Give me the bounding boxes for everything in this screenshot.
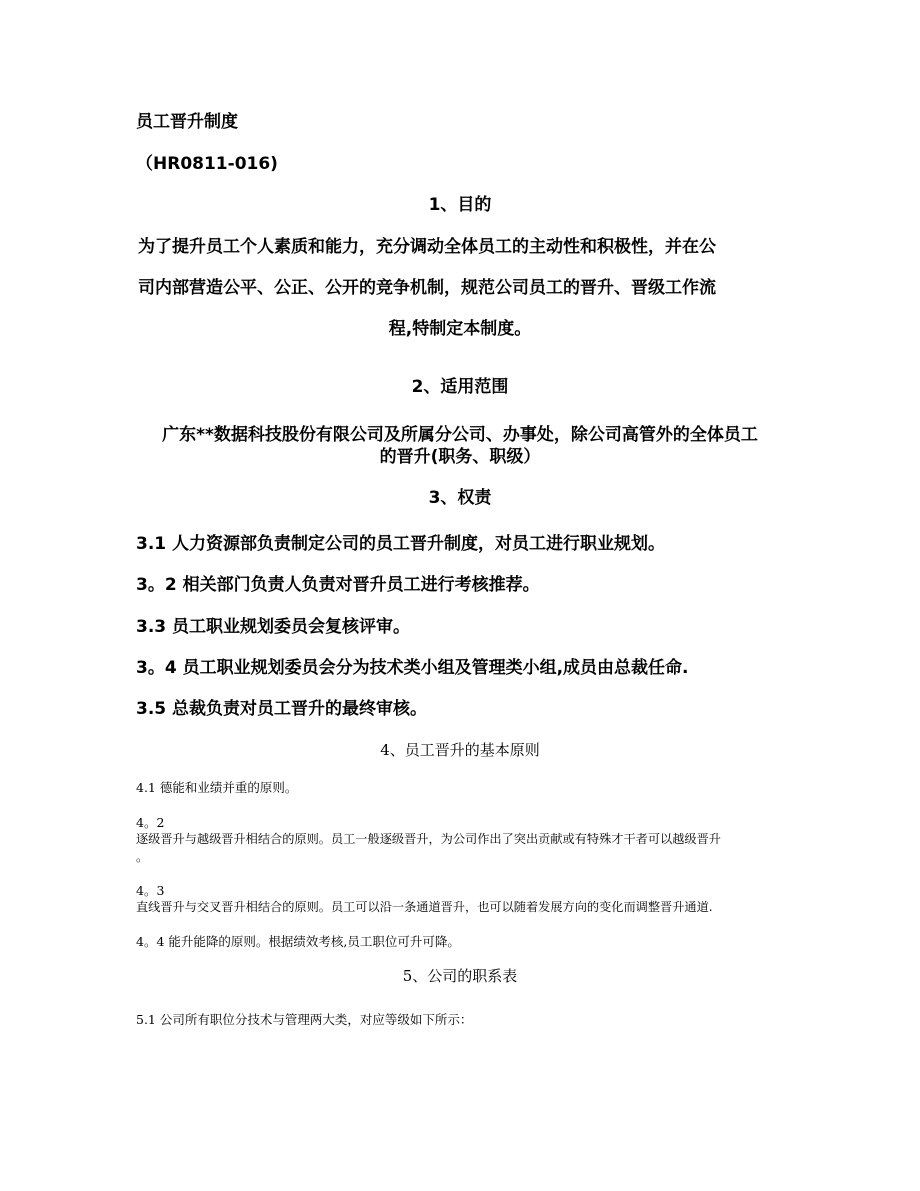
section-4-principle-2-text: 逐级晋升与越级晋升相结合的原则。员工一般逐级晋升，为公司作出了突出贡献或有特殊才干者可以越级晋升 — [136, 832, 721, 846]
section-5-paragraph-1: 5.1 公司所有职位分技术与管理两大类，对应等级如下所示： — [136, 1012, 473, 1027]
document-code: （HR0811-016) — [136, 154, 278, 174]
section-3-item: 3.1 人力资源部负责制定公司的员工晋升制度，对员工进行职业规划。 — [136, 534, 666, 554]
section-1-paragraph-line-1: 为了提升员工个人素质和能力，充分调动全体员工的主动性和积极性，并在公 — [138, 237, 716, 257]
section-4-principle-2-tail: 。 — [136, 849, 149, 864]
section-3-item: 3。4 员工职业规划委员会分为技术类小组及管理类小组,成员由总裁任命. — [136, 658, 689, 678]
section-1-paragraph-line-2: 司内部营造公平、公正、公开的竞争机制，规范公司员工的晋升、晋级工作流 — [138, 278, 716, 298]
section-1-paragraph-line-3: 程,特制定本制度。 — [388, 319, 532, 339]
section-1-heading: 1、目的 — [428, 195, 492, 215]
section-2-paragraph-line-2: 的晋升(职务、职级） — [379, 447, 541, 467]
section-5-heading: 5、公司的职系表 — [402, 967, 518, 985]
section-3-item: 3.3 员工职业规划委员会复核评审。 — [136, 617, 411, 637]
section-4-principle-3-number: 4。3 — [136, 883, 165, 898]
document-title: 员工晋升制度 — [136, 112, 238, 132]
section-4-principle-4: 4。4 能升能降的原则。根据绩效考核,员工职位可升可降。 — [136, 934, 460, 949]
section-2-heading: 2、适用范围 — [411, 377, 509, 397]
section-4-principle-1: 4.1 德能和业绩并重的原则。 — [136, 780, 298, 795]
section-4-principle-3-text: 直线晋升与交叉晋升相结合的原则。员工可以沿一条通道晋升，也可以随着发展方向的变化而调整晋升通道. — [136, 900, 713, 914]
section-3-heading: 3、权责 — [428, 488, 492, 508]
section-4-heading: 4、员工晋升的基本原则 — [380, 741, 540, 759]
section-4-principle-2-number: 4。2 — [136, 815, 165, 830]
section-3-item: 3。2 相关部门负责人负责对晋升员工进行考核推荐。 — [136, 575, 540, 595]
section-2-paragraph-line-1: 广东**数据科技股份有限公司及所属分公司、办事处，除公司高管外的全体员工 — [162, 425, 758, 445]
section-3-item: 3.5 总裁负责对员工晋升的最终审核。 — [136, 699, 428, 719]
